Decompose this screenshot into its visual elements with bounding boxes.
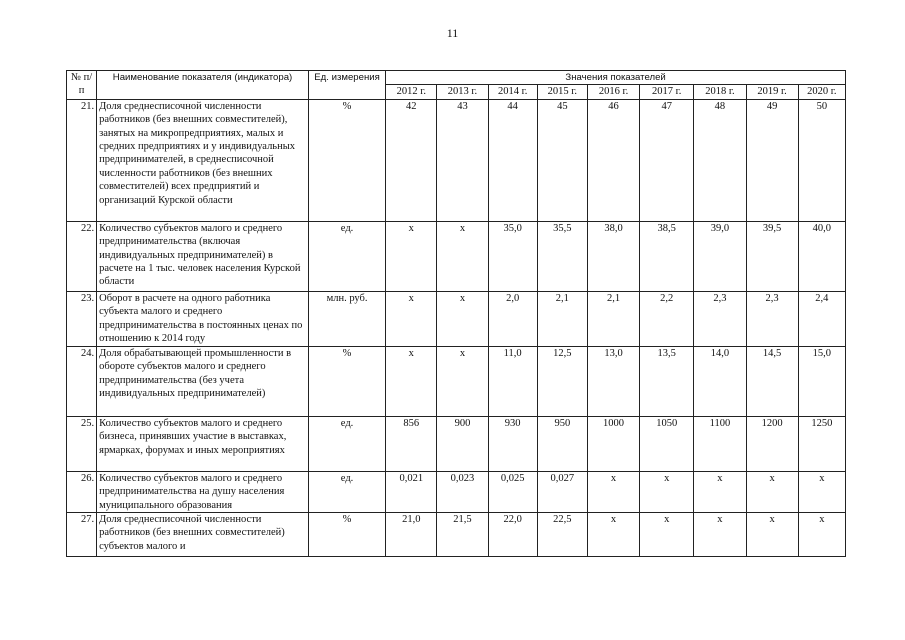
value-cell: 14,5 xyxy=(746,346,798,416)
value-cell: 856 xyxy=(386,416,437,471)
unit-cell: ед. xyxy=(308,221,385,291)
header-unit: Ед. измерения xyxy=(308,71,385,100)
indicators-table xyxy=(66,70,846,557)
table-row xyxy=(67,291,846,346)
value-cell: х xyxy=(640,471,694,512)
value-cell: 22,0 xyxy=(488,513,537,557)
row-number: 24. xyxy=(67,346,97,416)
value-cell: 1200 xyxy=(746,416,798,471)
value-cell: 50 xyxy=(798,99,845,221)
value-cell: 13,5 xyxy=(640,346,694,416)
value-cell: 930 xyxy=(488,416,537,471)
value-cell: 12,5 xyxy=(537,346,587,416)
table-row xyxy=(67,416,846,471)
row-number: 21. xyxy=(67,99,97,221)
value-cell: 21,5 xyxy=(437,513,488,557)
indicator-name: Доля обрабатывающей промышленности в обороте субъектов малого и среднего предпринимательства (без учета индивидуальных предпринимателей) xyxy=(97,346,309,416)
value-cell: х xyxy=(437,291,488,346)
page-number: 11 xyxy=(446,26,459,40)
row-number: 27. xyxy=(67,513,97,557)
value-cell: х xyxy=(694,471,746,512)
table-row xyxy=(67,471,846,512)
table-row xyxy=(67,346,846,416)
value-cell: х xyxy=(437,221,488,291)
value-cell: 22,5 xyxy=(537,513,587,557)
unit-cell: ед. xyxy=(308,416,385,471)
unit-cell: % xyxy=(308,99,385,221)
value-cell: 46 xyxy=(587,99,639,221)
value-cell: 35,5 xyxy=(537,221,587,291)
value-cell: 0,021 xyxy=(386,471,437,512)
header-year: 2016 г. xyxy=(587,85,639,99)
value-cell: 45 xyxy=(537,99,587,221)
value-cell: 2,3 xyxy=(746,291,798,346)
indicator-name: Оборот в расчете на одного работника субъекта малого и среднего предпринимательства в постоянных ценах по отношению к 2014 году xyxy=(97,291,309,346)
value-cell: 1000 xyxy=(587,416,639,471)
table-row xyxy=(67,513,846,557)
value-cell: 38,0 xyxy=(587,221,639,291)
value-cell: 14,0 xyxy=(694,346,746,416)
value-cell: 48 xyxy=(694,99,746,221)
indicator-name: Доля среднесписочной численности работников (без внешних совместителей) субъектов малого и xyxy=(97,513,309,557)
header-year: 2020 г. xyxy=(798,85,845,99)
row-number: 26. xyxy=(67,471,97,512)
value-cell: 39,0 xyxy=(694,221,746,291)
indicator-name: Количество субъектов малого и среднего предпринимательства на душу населения муниципального образования xyxy=(97,471,309,512)
header-year: 2019 г. xyxy=(746,85,798,99)
value-cell: 44 xyxy=(488,99,537,221)
value-cell: 0,027 xyxy=(537,471,587,512)
value-cell: х xyxy=(746,471,798,512)
table-row xyxy=(67,221,846,291)
table-header xyxy=(67,71,846,100)
value-cell: 1250 xyxy=(798,416,845,471)
unit-cell: % xyxy=(308,513,385,557)
value-cell: 2,4 xyxy=(798,291,845,346)
value-cell: х xyxy=(694,513,746,557)
value-cell: 0,025 xyxy=(488,471,537,512)
value-cell: 13,0 xyxy=(587,346,639,416)
row-number: 23. xyxy=(67,291,97,346)
value-cell: 47 xyxy=(640,99,694,221)
value-cell: х xyxy=(386,221,437,291)
header-year: 2017 г. xyxy=(640,85,694,99)
value-cell: 950 xyxy=(537,416,587,471)
unit-cell: % xyxy=(308,346,385,416)
value-cell: 1050 xyxy=(640,416,694,471)
value-cell: 900 xyxy=(437,416,488,471)
value-cell: 2,0 xyxy=(488,291,537,346)
value-cell: 42 xyxy=(386,99,437,221)
value-cell: 40,0 xyxy=(798,221,845,291)
value-cell: 11,0 xyxy=(488,346,537,416)
table-body xyxy=(67,99,846,556)
row-number: 22. xyxy=(67,221,97,291)
header-year: 2015 г. xyxy=(537,85,587,99)
row-number: 25. xyxy=(67,416,97,471)
unit-cell: ед. xyxy=(308,471,385,512)
header-number: № п/п xyxy=(67,71,97,100)
unit-cell: млн. руб. xyxy=(308,291,385,346)
value-cell: 2,1 xyxy=(587,291,639,346)
value-cell: х xyxy=(386,346,437,416)
value-cell: 49 xyxy=(746,99,798,221)
value-cell: 0,023 xyxy=(437,471,488,512)
value-cell: х xyxy=(798,471,845,512)
header-values-group: Значения показателей xyxy=(386,71,846,85)
value-cell: 2,1 xyxy=(537,291,587,346)
value-cell: 35,0 xyxy=(488,221,537,291)
value-cell: 2,3 xyxy=(694,291,746,346)
value-cell: х xyxy=(640,513,694,557)
value-cell: 2,2 xyxy=(640,291,694,346)
value-cell: 1100 xyxy=(694,416,746,471)
header-year: 2012 г. xyxy=(386,85,437,99)
value-cell: 43 xyxy=(437,99,488,221)
value-cell: 21,0 xyxy=(386,513,437,557)
value-cell: х xyxy=(587,513,639,557)
value-cell: х xyxy=(587,471,639,512)
value-cell: 15,0 xyxy=(798,346,845,416)
header-indicator-name: Наименование показателя (индикатора) xyxy=(97,71,309,100)
indicator-name: Количество субъектов малого и среднего бизнеса, принявших участие в выставках, ярмарках, форумах и иных мероприятиях xyxy=(97,416,309,471)
value-cell: х xyxy=(437,346,488,416)
value-cell: 38,5 xyxy=(640,221,694,291)
indicator-name: Количество субъектов малого и среднего предпринимательства (включая индивидуальных предпринимателей) в расчете на 1 тыс. человек населения Курской области xyxy=(97,221,309,291)
value-cell: х xyxy=(386,291,437,346)
indicator-name: Доля среднесписочной численности работников (без внешних совместителей), занятых на микропредприятиях, малых и средних предприятиях и у индивидуальных предпринимателей, в среднесписочной численности работников (без внешних совместителей) всех предприятий и организаций Курской области xyxy=(97,99,309,221)
header-year: 2018 г. xyxy=(694,85,746,99)
value-cell: 39,5 xyxy=(746,221,798,291)
header-year: 2013 г. xyxy=(437,85,488,99)
header-year: 2014 г. xyxy=(488,85,537,99)
table-row xyxy=(67,99,846,221)
value-cell: х xyxy=(746,513,798,557)
value-cell: х xyxy=(798,513,845,557)
